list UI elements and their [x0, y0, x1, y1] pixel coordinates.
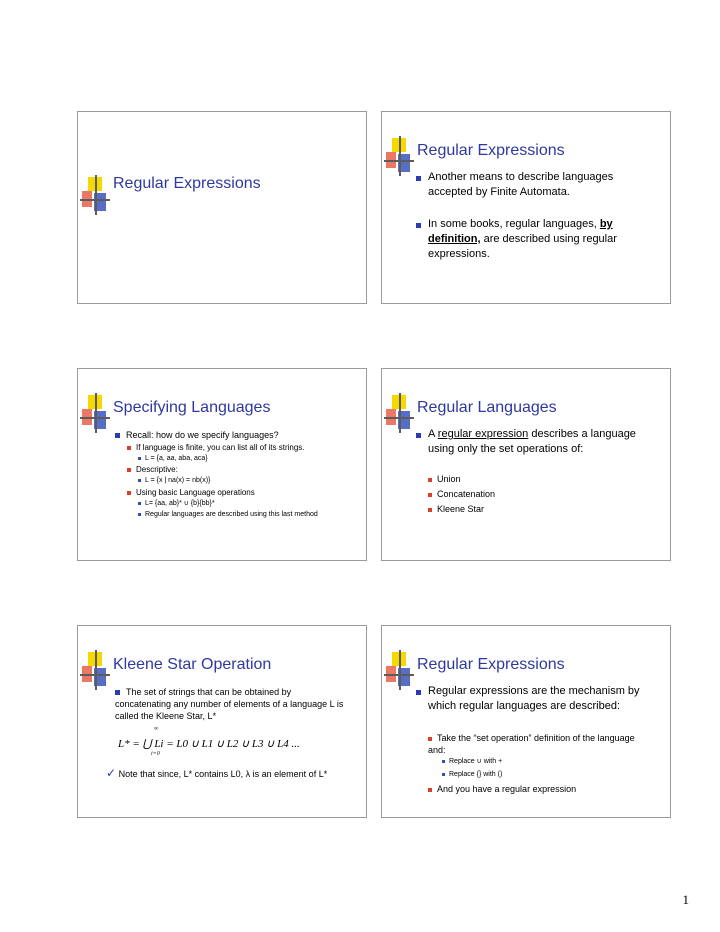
bullet-text: And you have a regular expression: [428, 783, 576, 795]
slide-title: Kleene Star Operation: [113, 656, 272, 673]
bullet-text: Union: [428, 473, 461, 485]
slide-4: [381, 368, 671, 561]
bullet-text: Concatenation: [428, 488, 495, 500]
bullet-text: L = {a, aa, aba, aca}: [138, 454, 208, 464]
slide-title: Specifying Languages: [113, 399, 271, 416]
kleene-formula: L* = ⋃ Li = L0 ∪ L1 ∪ L2 ∪ L3 ∪ L4 ...: [118, 738, 300, 750]
bullet-text: Regular languages are described using this last method: [138, 510, 318, 520]
bullet-text: The set of strings that can be obtained by concatenating any number of elements of a language L is called the Kleene Star, L*: [115, 687, 344, 721]
bullet-text: Replace {} with (): [442, 770, 502, 780]
bullet-text: A regular expression describes a language using only the set operations of:: [428, 427, 662, 457]
bullet-text: If language is finite, you can list all of its strings.: [127, 443, 305, 453]
bullet-text: Descriptive:: [127, 465, 178, 475]
bullet-text: Replace ∪ with +: [442, 757, 502, 767]
slide-2: [381, 111, 671, 304]
bullet-text: Using basic Language operations: [127, 488, 255, 498]
union-lower-limit: i=0: [151, 751, 160, 757]
check-icon: ✓: [106, 766, 117, 780]
bullet-text: Kleene Star: [428, 503, 484, 515]
note-text: ✓ Note that since, L* contains L0, λ is an element of L*: [106, 766, 328, 780]
slide-5: [77, 625, 367, 818]
bullet-text: L = {x | na(x) = nb(x)}: [138, 476, 210, 486]
bullet-text: Regular expressions are the mechanism by which regular languages are described:: [428, 684, 664, 714]
slide-title: Regular Expressions: [417, 142, 565, 159]
bullet-text: L= {aa, ab}* ∪ {b}{bb}*: [138, 499, 215, 509]
slide-title: Regular Expressions: [417, 656, 565, 673]
slide-1: [77, 111, 367, 304]
bullet-text: Take the “set operation” definition of the language and:: [428, 733, 635, 755]
slide-6: [381, 625, 671, 818]
slide-3: [77, 368, 367, 561]
bullet-text: Recall: how do we specify languages?: [115, 429, 279, 441]
slide-title: Regular Languages: [417, 399, 557, 416]
bullet-text: Another means to describe languages accepted by Finite Automata.: [428, 170, 660, 200]
slide-title: Regular Expressions: [113, 175, 261, 192]
bullet-text: In some books, regular languages, by definition, are described using regular expressions.: [428, 217, 660, 262]
union-upper-limit: ∞: [154, 726, 159, 732]
page-number: 1: [682, 892, 689, 907]
